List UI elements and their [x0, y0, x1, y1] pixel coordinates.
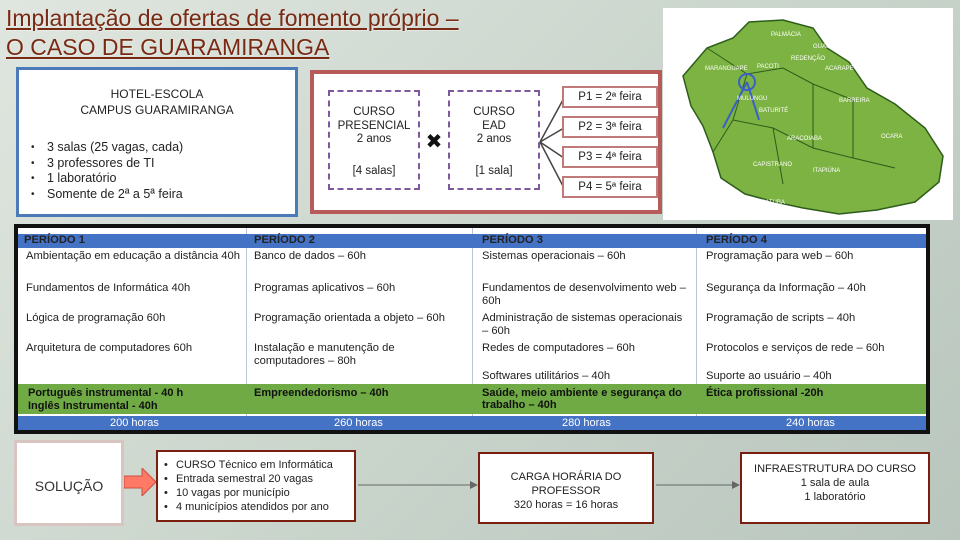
- period-hours: 240 horas: [786, 417, 835, 429]
- period-header: PERÍODO 3: [482, 234, 543, 246]
- common-subject: Ética profissional -20h: [706, 387, 824, 399]
- map-label: BARREIRA: [839, 98, 870, 104]
- course-presencial-rooms: [4 salas]: [352, 164, 396, 177]
- period-hours: 280 horas: [562, 417, 611, 429]
- hotel-bullet-list: [19, 140, 295, 202]
- infra-line: 1 laboratório: [804, 491, 866, 503]
- course-presencial-l2: PRESENCIAL: [337, 119, 411, 132]
- subject-item: Softwares utilitários – 40h: [482, 370, 611, 382]
- hotel-bullet: • Somente de 2ª a 5ª feira: [47, 187, 295, 203]
- subject-item: Lógica de programação 60h: [26, 312, 166, 324]
- course-ead-l3: 2 anos: [476, 133, 512, 145]
- solucao-box: SOLUÇÃO: [14, 440, 124, 526]
- course-presencial-card: [328, 90, 420, 190]
- course-presencial-l1: CURSO: [353, 106, 395, 118]
- period-hours: 260 horas: [334, 417, 383, 429]
- course-info-list: [158, 458, 354, 514]
- map-label: ITAPIÚNA: [813, 168, 841, 174]
- subject-item: Redes de computadores – 60h: [482, 342, 635, 354]
- map-label: MULUNGU: [737, 96, 768, 102]
- subject-item: Administração de sistemas operacionais – 60h: [482, 312, 683, 337]
- arrow-right-icon: [124, 468, 156, 496]
- hotel-bullet: • 3 professores de TI: [47, 156, 295, 172]
- subject-item: Suporte ao usuário – 40h: [706, 370, 832, 382]
- page-title: [6, 4, 646, 62]
- course-info-item: • 10 vagas por município: [176, 486, 354, 500]
- subject-item: Programação orientada a objeto – 60h: [254, 312, 445, 324]
- subject-item: Fundamentos de Informática 40h: [26, 282, 191, 294]
- carga-title: CARGA HORÁRIA DO PROFESSOR: [510, 471, 622, 497]
- subject-item: Programação de scripts – 40h: [706, 312, 856, 324]
- map-label: BATURITÉ: [759, 108, 789, 114]
- map-label: GUAIÚBA: [813, 44, 841, 50]
- common-subject: Saúde, meio ambiente e segurança do trabalho – 40h: [482, 387, 682, 411]
- subject-item: Programação para web – 60h: [706, 250, 854, 262]
- common-subject: Inglês Instrumental - 40h: [28, 400, 158, 412]
- map-label: MARANGUAPE: [705, 66, 748, 72]
- map-label: CAPISTRANO: [753, 162, 793, 168]
- subject-item: Fundamentos de desenvolvimento web – 60h: [482, 282, 686, 307]
- common-subject: Português instrumental - 40 h: [28, 387, 184, 399]
- region-map: [663, 8, 953, 220]
- map-label: PACOTI: [757, 64, 779, 70]
- period-pill-p4: P4 = 5ª feira: [562, 176, 658, 198]
- map-label: ARACOIABA: [787, 136, 823, 142]
- course-presencial-l3: 2 anos: [356, 133, 392, 145]
- subject-item: Protocolos e serviços de rede – 60h: [706, 342, 885, 354]
- hotel-heading-line1: HOTEL-ESCOLA: [110, 87, 204, 101]
- course-info-item: • CURSO Técnico em Informática: [176, 458, 354, 472]
- map-label: ARATUBA: [757, 200, 785, 206]
- subject-item: Banco de dados – 60h: [254, 250, 366, 262]
- subject-item: Programas aplicativos – 60h: [254, 282, 396, 294]
- period-header: PERÍODO 4: [706, 234, 767, 246]
- course-ead-l2: EAD: [482, 119, 506, 132]
- infra-line: 1 sala de aula: [800, 477, 870, 489]
- course-info-item: • Entrada semestral 20 vagas: [176, 472, 354, 486]
- subject-item: Sistemas operacionais – 60h: [482, 250, 626, 262]
- title-line-1: Implantação de ofertas de fomento próprio –: [6, 5, 459, 31]
- hotel-heading-line2: CAMPUS GUARAMIRANGA: [80, 103, 234, 117]
- carga-horaria-box: [478, 452, 654, 524]
- common-subject: Empreendedorismo – 40h: [254, 387, 389, 399]
- course-ead-l1: CURSO: [473, 106, 515, 118]
- arrow-right-icon: [656, 480, 740, 490]
- course-ead-rooms: [1 sala]: [475, 164, 513, 177]
- hotel-heading: [19, 86, 295, 118]
- hotel-escola-box: [16, 67, 298, 217]
- arrow-right-icon: [358, 480, 478, 490]
- title-line-2: O CASO DE GUARAMIRANGA: [6, 34, 330, 60]
- course-ead-card: [448, 90, 540, 190]
- map-label: OCARA: [881, 134, 903, 140]
- courses-box: [310, 70, 662, 214]
- subject-item: Segurança da Informação – 40h: [706, 282, 866, 294]
- map-label: REDENÇÃO: [791, 56, 826, 62]
- period-hours: 200 horas: [110, 417, 159, 429]
- course-info-item: • 4 municípios atendidos por ano: [176, 500, 354, 514]
- hotel-bullet: • 3 salas (25 vagas, cada): [47, 140, 295, 156]
- cross-icon: ✖: [425, 131, 443, 153]
- subject-item: Ambientação em educação a distância 40h: [26, 250, 240, 262]
- infraestrutura-box: [740, 452, 930, 524]
- period-pill-p2: P2 = 3ª feira: [562, 116, 658, 138]
- region-map-svg: [663, 8, 953, 220]
- subject-item: Arquitetura de computadores 60h: [26, 342, 193, 354]
- subject-item: Instalação e manutenção de computadores – 80h: [254, 342, 395, 367]
- period-header: PERÍODO 2: [254, 234, 315, 246]
- carga-value: 320 horas = 16 horas: [513, 499, 619, 511]
- map-label: PALMÁCIA: [771, 32, 801, 38]
- period-pill-p3: P3 = 4ª feira: [562, 146, 658, 168]
- period-header: PERÍODO 1: [24, 234, 85, 246]
- periods-table: [14, 224, 930, 434]
- course-info-box: [156, 450, 356, 522]
- infra-title: INFRAESTRUTURA DO CURSO: [754, 463, 916, 475]
- period-pill-p1: P1 = 2ª feira: [562, 86, 658, 108]
- hotel-bullet: • 1 laboratório: [47, 171, 295, 187]
- map-label: ACARAPE: [825, 66, 854, 72]
